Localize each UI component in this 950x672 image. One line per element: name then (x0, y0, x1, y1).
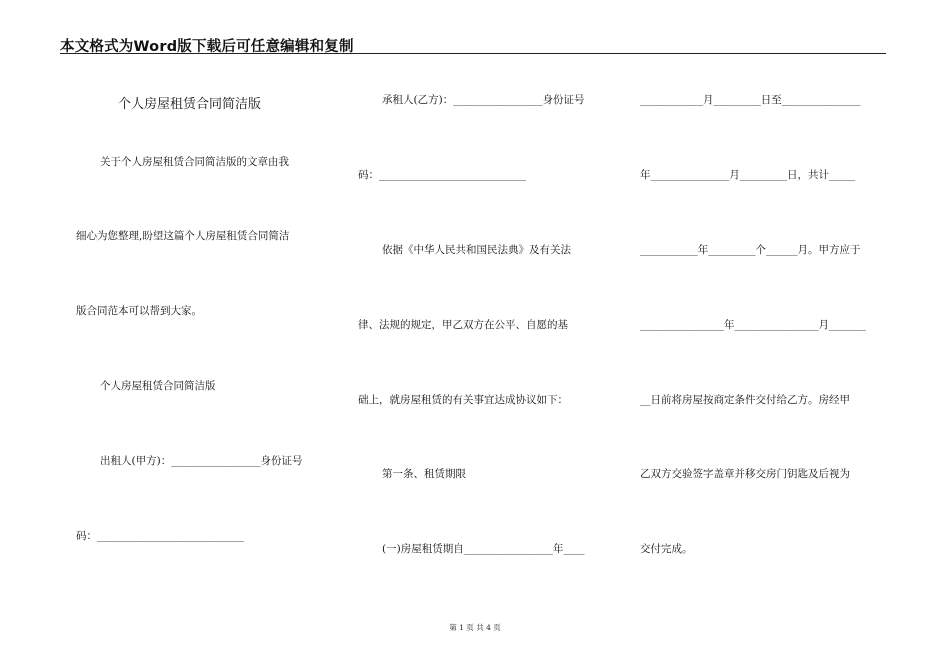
document-title: 个人房屋租赁合同简洁版 (118, 97, 262, 112)
col1-line-3: 版合同范本可以帮到大家。 (76, 305, 202, 317)
col2-line-1: 承租人(乙方)：_________________身份证号 (382, 94, 585, 106)
col3-line-5: __日前将房屋按商定条件交付给乙方。房经甲 (640, 394, 850, 406)
header-title: 本文格式为Word版下载后可任意编辑和复制 (60, 39, 354, 55)
col1-line-1: 关于个人房屋租赁合同简洁版的文章由我 (100, 156, 289, 168)
col2-line-4: 律、法规的规定，甲乙双方在公平、自愿的基 (358, 319, 568, 331)
col2-line-5: 础上，就房屋租赁的有关事宜达成协议如下： (358, 394, 568, 406)
col3-line-2: 年_______________月_________日，共计_____ (640, 169, 856, 181)
col3-line-7: 交付完成。 (640, 543, 693, 555)
col2-line-2: 码：____________________________ (358, 169, 526, 181)
col3-line-1: ____________月_________日至_______________ (640, 94, 861, 106)
col3-line-3: ___________年_________个______月。甲方应于 (640, 244, 861, 256)
page-header (60, 34, 886, 54)
col3-line-6: 乙双方交验签字盖章并移交房门钥匙及后视为 (640, 468, 850, 480)
col2-line-3: 依据《中华人民共和国民法典》及有关法 (382, 244, 571, 256)
page-footer: 第 1 页 共 4 页 (449, 623, 501, 632)
col2-line-7: (一)房屋租赁期自_________________年____ (382, 543, 585, 555)
col3-line-4: ________________年________________月_______ (640, 319, 866, 331)
col2-section-heading: 第一条、租赁期限 (382, 468, 466, 480)
col1-subtitle: 个人房屋租赁合同简洁版 (100, 380, 216, 392)
col1-line-5: 出租人(甲方)：_________________身份证号 (100, 455, 303, 467)
col1-line-2: 细心为您整理,盼望这篇个人房屋租赁合同简洁 (76, 230, 290, 242)
col1-line-6: 码：____________________________ (76, 530, 244, 542)
